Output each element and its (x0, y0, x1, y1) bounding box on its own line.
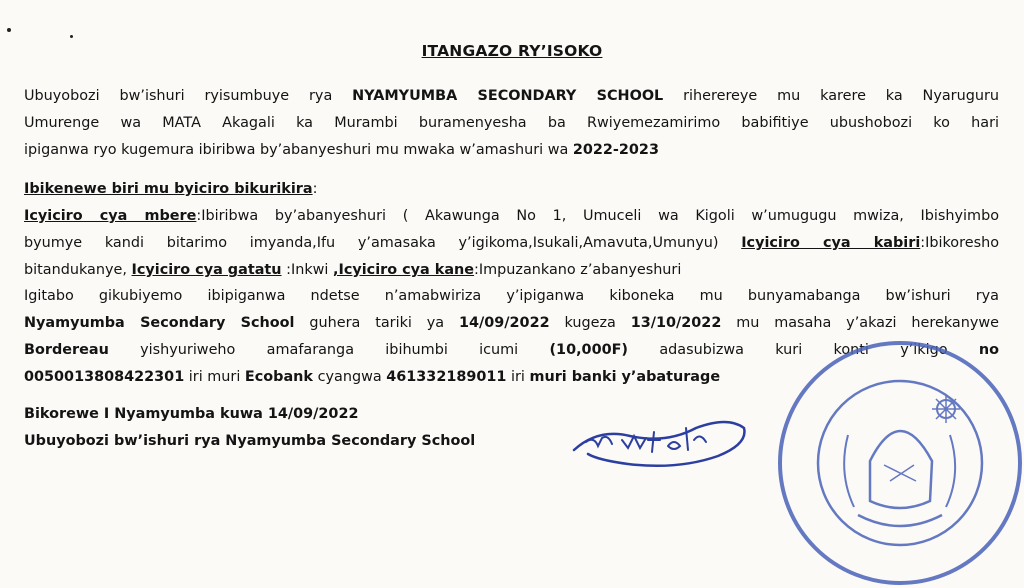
signature-icon (568, 398, 752, 476)
school-stamp-icon (752, 305, 1024, 588)
fee-amount: (10,000F) (549, 342, 629, 358)
category-4-label: ,Icyiciro cya kane (333, 262, 475, 278)
scan-speck (70, 35, 73, 38)
category-1-label: Icyiciro cya mbere (24, 208, 197, 224)
tender-line-4: 0050013808422301 iri muri Ecobank cyangwa 461332189011 iri muri banki y’abaturage (24, 369, 721, 385)
school-year: 2022-2023 (572, 142, 659, 158)
account-ecobank: 0050013808422301 (24, 369, 185, 385)
signatory-line: Ubuyobozi bw’ishuri rya Nyamyumba Secondary School (24, 433, 476, 449)
tender-line-3: Bordereau yishyuriweho amafaranga ibihumbi icumi (10,000F) adasubizwa kuri konti y’ikigo no (24, 342, 999, 358)
place-date-line: Bikorewe I Nyamyumba kuwa 14/09/2022 (24, 406, 359, 422)
notice-title: ITANGAZO RY’ISOKO (421, 42, 603, 60)
category-line-1: Icyiciro cya mbere:Ibiribwa by’abanyeshuri ( Akawunga No 1, Umuceli wa Kigoli w’umugugu mwiza, Ibishyimbo (24, 208, 1000, 224)
account-bank-abaturage: 461332189011 (386, 369, 507, 385)
intro-line-3: ipiganwa ryo kugemura ibiribwa by’abanyeshuri mu mwaka w’amashuri wa 2022-2023 (24, 142, 659, 158)
date-to: 13/10/2022 (630, 315, 722, 331)
tender-line-2: Nyamyumba Secondary School guhera tariki ya 14/09/2022 kugeza 13/10/2022 mu masaha y’akazi herekanywe (24, 315, 999, 331)
tender-line-1: Igitabo gikubiyemo ibipiganwa ndetse n’amabwiriza y’ipiganwa kiboneka mu bunyamabanga bw’ishuri rya (24, 288, 999, 304)
scan-speck (7, 28, 11, 32)
date-from: 14/09/2022 (458, 315, 550, 331)
intro-line-1: Ubuyobozi bw’ishuri ryisumbuye rya NYAMYUMBA SECONDARY SCHOOL riherereye mu karere ka Nyaruguru (24, 88, 999, 104)
category-line-3: bitandukanye, Icyiciro cya gatatu :Inkwi ,Icyiciro cya kane:Impuzankano z’abanyeshuri (24, 262, 682, 278)
category-3-label: Icyiciro cya gatatu (131, 262, 282, 278)
school-name: NYAMYUMBA SECONDARY SCHOOL (352, 88, 664, 104)
category-line-2: byumye kandi bitarimo imyanda,Ifu y’amasaka y’igikoma,Isukali,Amavuta,Umunyu) Icyiciro cya kabiri:Ibikoresho (24, 235, 999, 251)
intro-line-2: Umurenge wa MATA Akagali ka Murambi buramenyesha ba Rwiyemezamirimo babifitiye ubushobozi ko hari (24, 115, 999, 131)
needs-heading: Ibikenewe biri mu byiciro bikurikira: (24, 181, 318, 197)
category-2-label: Icyiciro cya kabiri (741, 235, 921, 251)
